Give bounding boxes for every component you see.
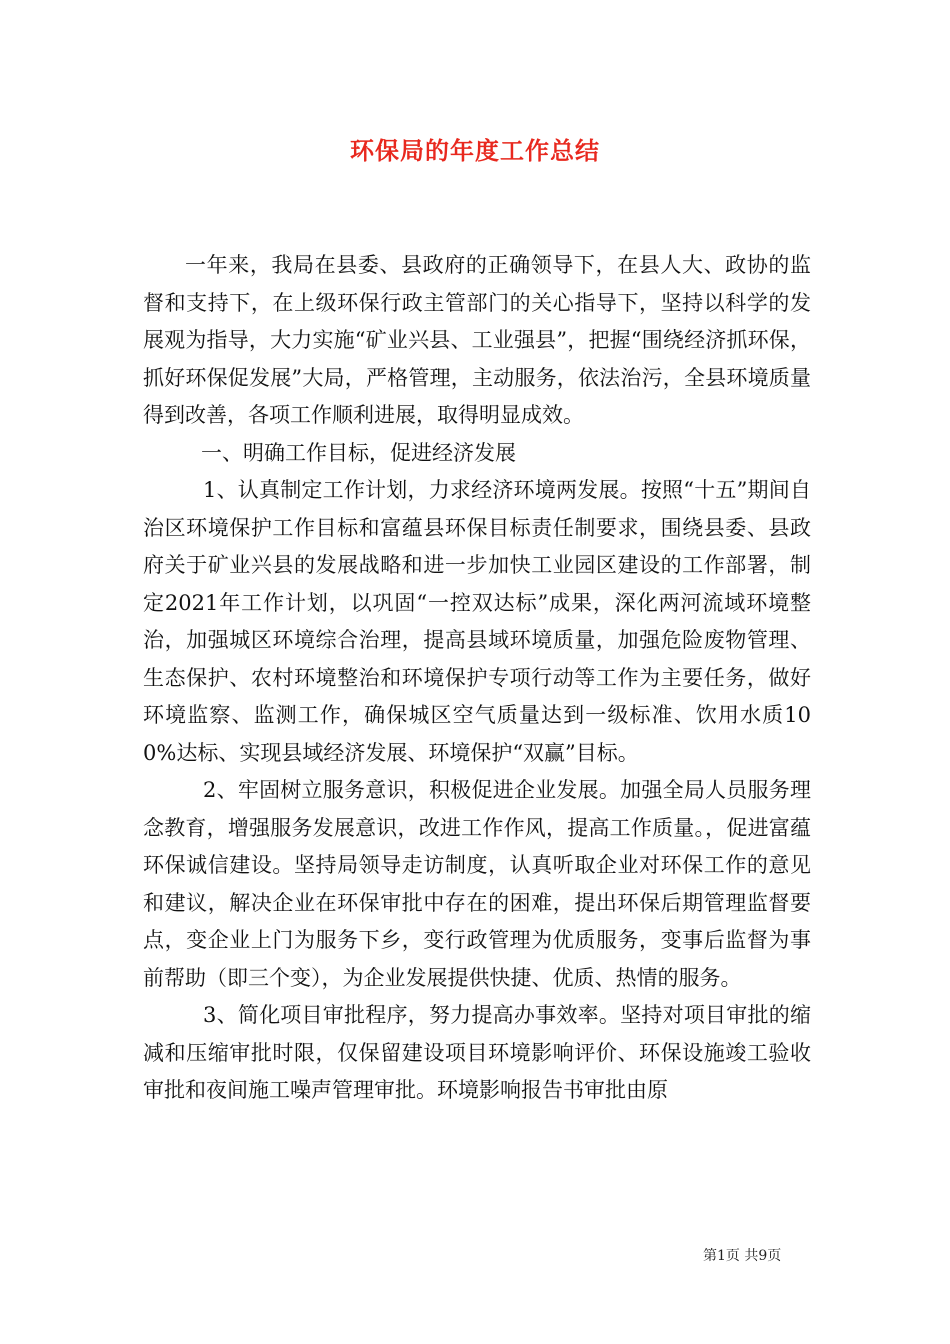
- page-number-footer: 第1页 共9页: [703, 1248, 782, 1264]
- section-heading-1: 一、明确工作目标，促进经济发展: [201, 440, 516, 465]
- item-paragraph-3: 3、简化项目审批程序，努力提高办事效率。坚持对项目审批的缩减和压缩审批时限，仅保留建设项目环境影响评价、环保设施竣工验收审批和夜间施工噪声管理审批。环境影响报告书审批由原: [143, 1003, 811, 1102]
- document-body: [143, 247, 811, 1110]
- item-paragraph-1: 1、认真制定工作计划，力求经济环境两发展。按照“十五”期间自治区环境保护工作目标和富蕴县环保目标责任制要求，围绕县委、县政府关于矿业兴县的发展战略和进一步加快工业园区建设的工作部署，制定2021年工作计划，以巩固“一控双达标”成果，深化两河流域环境整治，加强城区环境综合治理，提高县域环境质量，加强危险废物管理、生态保护、农村环境整治和环境保护专项行动等工作为主要任务，做好环境监察、监测工作，确保城区空气质量达到一级标准、饮用水质100%达标、实现县域经济发展、环境保护“双赢”目标。: [143, 478, 811, 765]
- intro-paragraph: 一年来，我局在县委、县政府的正确领导下，在县人大、政协的监督和支持下，在上级环保行政主管部门的关心指导下，坚持以科学的发展观为指导，大力实施“矿业兴县、工业强县”，把握“围绕经济抓环保，抓好环保促发展”大局，严格管理，主动服务，依法治污，全县环境质量得到改善，各项工作顺利进展，取得明显成效。: [143, 253, 811, 427]
- document-title: 环保局的年度工作总结: [350, 136, 600, 165]
- item-paragraph-2: 2、牢固树立服务意识，积极促进企业发展。加强全局人员服务理念教育，增强服务发展意识，改进工作作风，提高工作质量。，促进富蕴环保诚信建设。坚持局领导走访制度，认真听取企业对环保工作的意见和建议，解决企业在环保审批中存在的困难，提出环保后期管理监督要点，变企业上门为服务下乡，变行政管理为优质服务，变事后监督为事前帮助（即三个变），为企业发展提供快捷、优质、热情的服务。: [143, 778, 811, 990]
